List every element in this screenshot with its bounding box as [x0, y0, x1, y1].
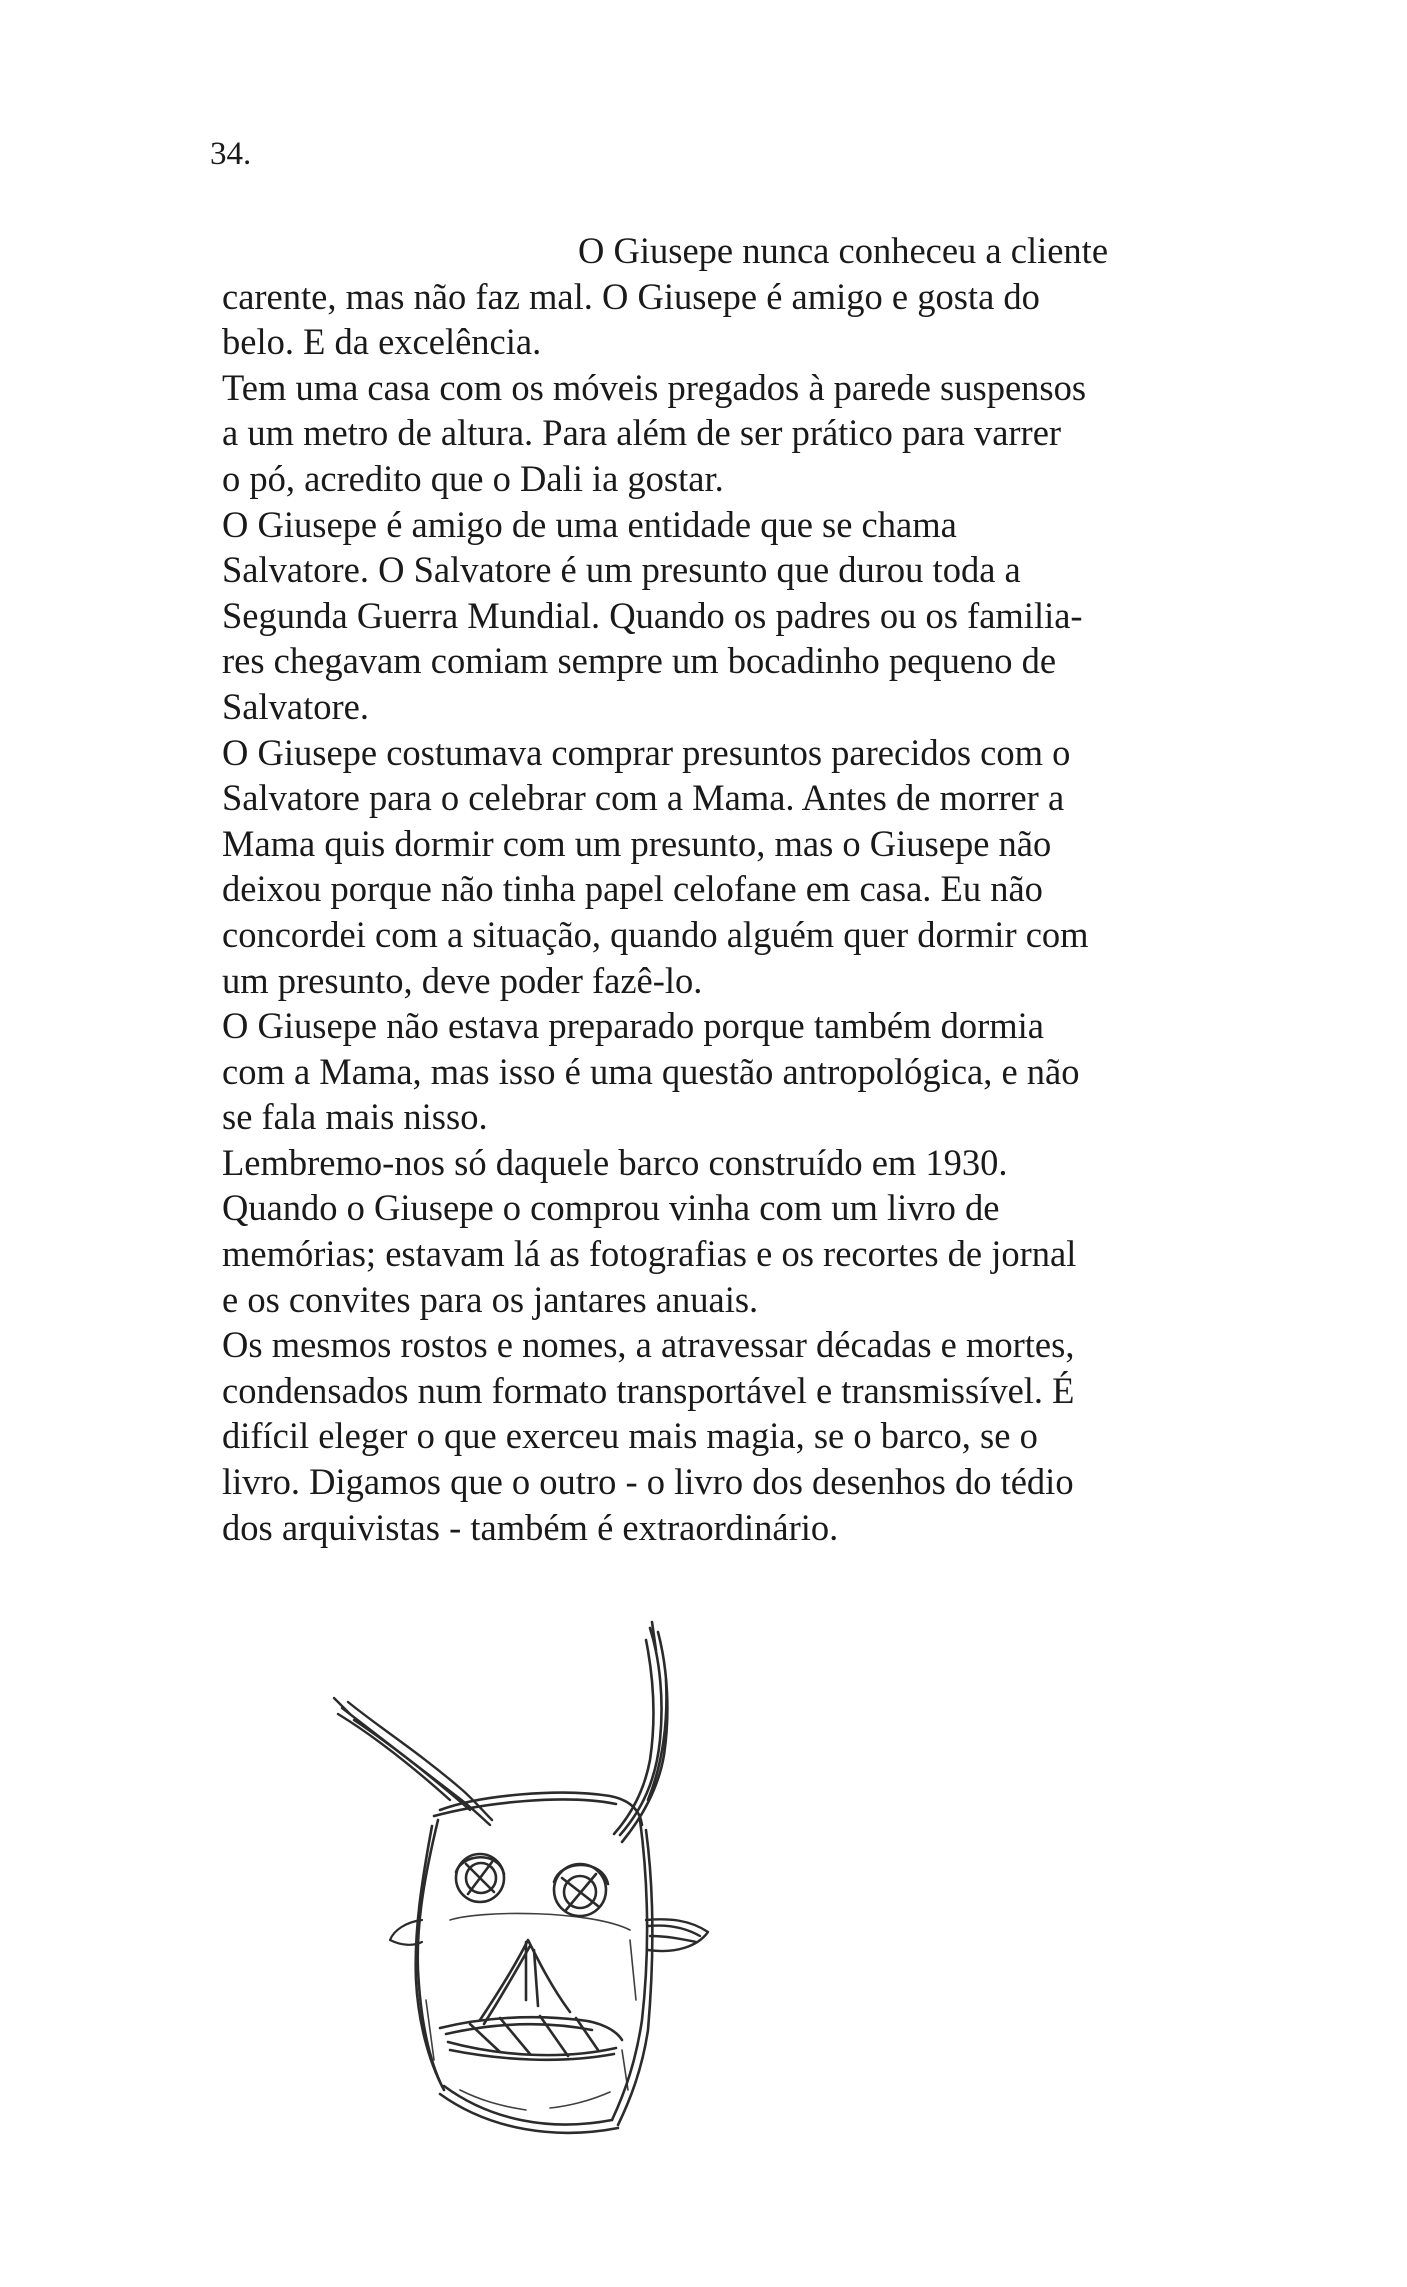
- text-line: concordei com a situação, quando alguém quer dormir com: [222, 913, 1089, 955]
- left-horn: [334, 1698, 492, 1825]
- text-line: O Giusepe nunca conheceu a cliente: [578, 230, 1109, 271]
- text-line: res chegavam comiam sempre um bocadinho pequeno de: [222, 640, 1057, 682]
- text-line: um presunto, deve poder fazê-lo.: [222, 959, 703, 1001]
- page-number: 34.: [210, 136, 252, 172]
- text-line: condensados num formato transportável e transmissível. É: [222, 1369, 1075, 1411]
- text-line: carente, mas não faz mal. O Giusepe é amigo e gosta do: [222, 275, 1040, 317]
- text-line: O Giusepe costumava comprar presuntos parecidos com o: [222, 731, 1071, 773]
- text-line: o pó, acredito que o Dali ia gostar.: [222, 457, 724, 499]
- right-ear: [646, 1919, 708, 1951]
- text-line: Salvatore.: [222, 685, 369, 727]
- text-line: Segunda Guerra Mundial. Quando os padres ou os familia-: [222, 594, 1083, 636]
- text-line: O Giusepe não estava preparado porque também dormia: [222, 1005, 1044, 1047]
- text-line: Tem uma casa com os móveis pregados à parede suspensos: [222, 366, 1087, 408]
- text-line: Quando o Giusepe o comprou vinha com um livro de: [222, 1187, 1000, 1229]
- right-eye: [554, 1864, 608, 1916]
- text-line: difícil eleger o que exerceu mais magia, se o barco, se o: [222, 1415, 1038, 1457]
- nose: [480, 1940, 570, 2024]
- shading: [426, 1913, 636, 2110]
- text-line: se fala mais nisso.: [222, 1096, 488, 1138]
- text-line: livro. Digamos que o outro - o livro dos desenhos do tédio: [222, 1461, 1074, 1503]
- text-line: com a Mama, mas isso é uma questão antropológica, e não: [222, 1050, 1080, 1092]
- text-line: O Giusepe é amigo de uma entidade que se chama: [222, 503, 957, 545]
- text-line: Salvatore para o celebrar com a Mama. Antes de morrer a: [222, 777, 1065, 819]
- text-line: e os convites para os jantares anuais.: [222, 1278, 759, 1320]
- text-line: deixou porque não tinha papel celofane em casa. Eu não: [222, 868, 1043, 910]
- text-line: Lembremo-nos só daquele barco construído em 1930.: [222, 1141, 1008, 1183]
- text-line: memórias; estavam lá as fotografias e os recortes de jornal: [222, 1233, 1077, 1275]
- right-horn: [614, 1622, 667, 1842]
- text-line: belo. E da excelência.: [222, 321, 542, 363]
- text-line: Salvatore. O Salvatore é um presunto que durou toda a: [222, 549, 1021, 591]
- bull-head-drawing: [330, 1620, 980, 2220]
- body-text: [222, 228, 1222, 1550]
- left-eye: [456, 1854, 504, 1902]
- mouth: [440, 2016, 622, 2060]
- text-line: a um metro de altura. Para além de ser prático para varrer: [222, 412, 1062, 454]
- text-line: Os mesmos rostos e nomes, a atravessar décadas e mortes,: [222, 1324, 1075, 1366]
- text-line: dos arquivistas - também é extraordinário.: [222, 1506, 839, 1548]
- text-line: Mama quis dormir com um presunto, mas o Giusepe não: [222, 822, 1052, 864]
